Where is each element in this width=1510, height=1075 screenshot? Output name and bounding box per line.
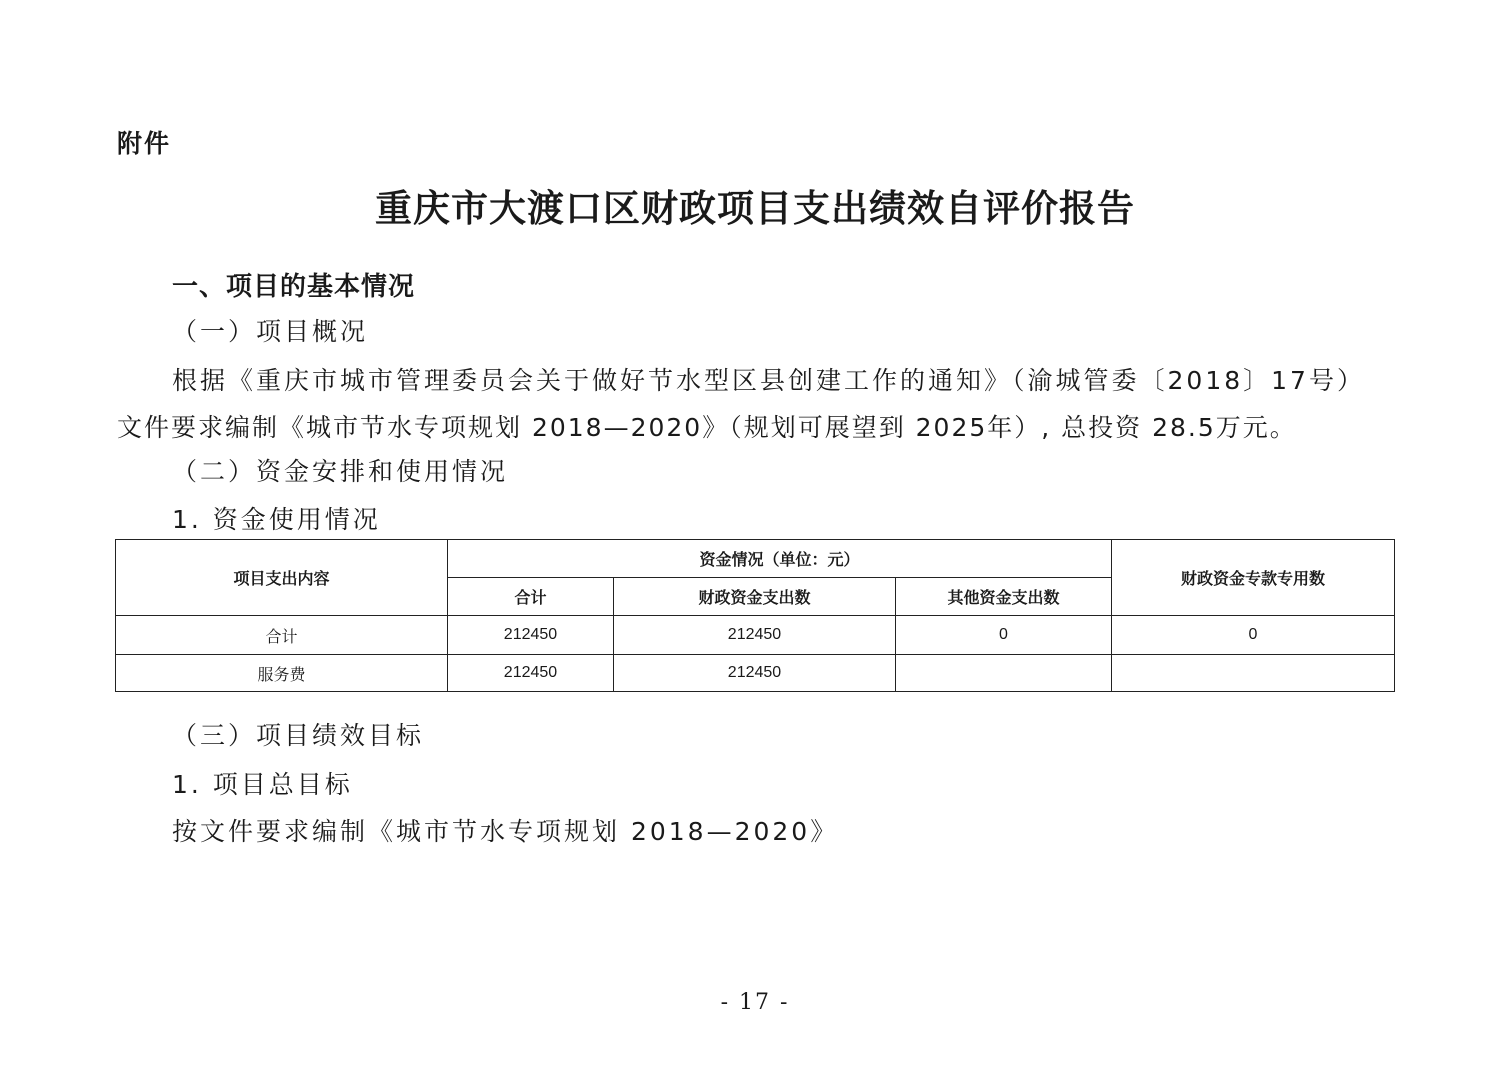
cell-other: 0	[896, 616, 1112, 655]
overview-paragraph-line1: 根据《重庆市城市管理委员会关于做好节水型区县创建工作的通知》（渝城管委〔2018〕17号）	[172, 366, 1365, 395]
table-row	[116, 655, 1395, 692]
section-heading-basic-info	[172, 266, 415, 303]
cell-total: 212450	[448, 616, 614, 655]
subsection-heading-goals: （三）项目绩效目标	[172, 721, 425, 750]
subsection-heading-overview: （一）项目概况	[172, 317, 369, 346]
header-fiscal: 财政资金支出数	[614, 578, 896, 616]
attachment-label: 附件	[117, 129, 172, 158]
cell-content: 服务费	[116, 655, 448, 692]
header-other: 其他资金支出数	[896, 578, 1112, 616]
cell-content: 合计	[116, 616, 448, 655]
cell-total: 212450	[448, 655, 614, 692]
table-row	[116, 616, 1395, 655]
header-total: 合计	[448, 578, 614, 616]
cell-fiscal: 212450	[614, 655, 896, 692]
header-funds-group: 资金情况（单位：元）	[448, 540, 1112, 578]
header-content: 项目支出内容	[116, 540, 448, 616]
subsection-heading-funds: （二）资金安排和使用情况	[172, 457, 509, 486]
fund-usage-heading: 1. 资金使用情况	[172, 505, 381, 534]
cell-fiscal: 212450	[614, 616, 896, 655]
cell-special: 0	[1112, 616, 1395, 655]
page-number: - 17 -	[720, 990, 790, 1015]
cell-special	[1112, 655, 1395, 692]
overview-paragraph-line2: 文件要求编制《城市节水专项规划 2018—2020》（规划可展望到 2025年）, 总投资 28.5万元。	[117, 413, 1297, 442]
fund-usage-table	[115, 539, 1395, 692]
header-special: 财政资金专款专用数	[1112, 540, 1395, 616]
section-heading-text: 一、项目的基本情况	[172, 272, 416, 302]
document-title: 重庆市大渡口区财政项目支出绩效自评价报告	[375, 186, 1135, 230]
overall-goal-text: 按文件要求编制《城市节水专项规划 2018—2020》	[172, 817, 839, 846]
overall-goal-heading: 1. 项目总目标	[172, 770, 353, 799]
table-header-row	[116, 540, 1395, 578]
cell-other	[896, 655, 1112, 692]
